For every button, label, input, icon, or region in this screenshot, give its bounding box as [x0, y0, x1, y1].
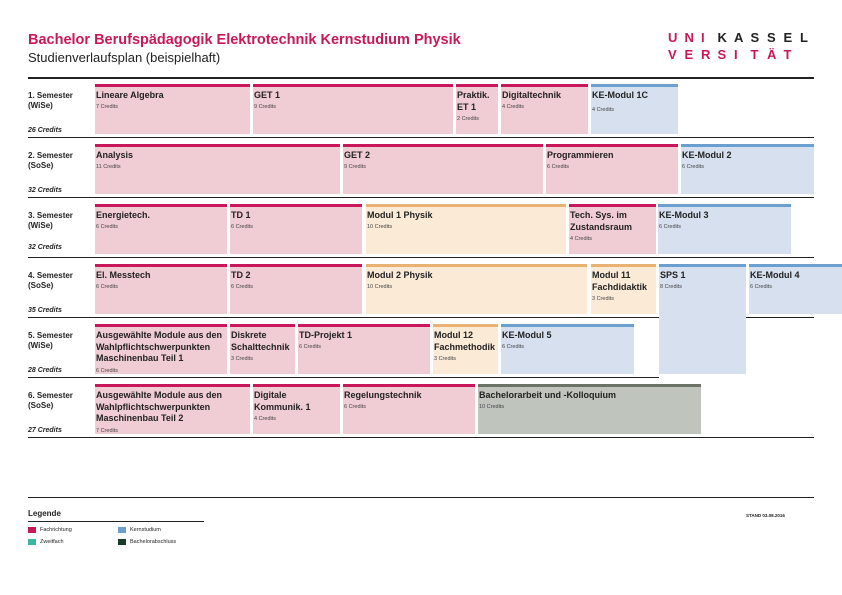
semester-divider	[28, 197, 814, 198]
semester-1-credits: 26 Credits	[28, 127, 62, 134]
module-digitale-kommunik-1[interactable]: Digitale Kommunik. 1 4 Credits	[253, 384, 340, 434]
module-energietech[interactable]: Energietech. 6 Credits	[95, 204, 227, 254]
module-modul-11-fachdidaktik[interactable]: Modul 11 Fachdidaktik 3 Credits	[591, 264, 656, 314]
module-lineare-algebra[interactable]: Lineare Algebra 7 Credits	[95, 84, 250, 134]
semester-1-label: 1. Semester (WiSe)	[28, 91, 73, 110]
semester-4-credits: 35 Credits	[28, 307, 62, 314]
page-title: Bachelor Berufspädagogik Elektrotechnik Kernstudium Physik	[28, 32, 461, 48]
legend-swatch	[118, 527, 126, 533]
module-diskrete-schalttechnik[interactable]: Diskrete Schalttechnik 3 Credits	[230, 324, 295, 374]
header-divider	[28, 77, 814, 79]
semester-5-label: 5. Semester (WiSe)	[28, 331, 73, 350]
module-bachelorarbeit-kolloquium[interactable]: Bachelorarbeit und -Kolloquium 10 Credits	[478, 384, 701, 434]
module-ke-modul-2[interactable]: KE-Modul 2 6 Credits	[681, 144, 814, 194]
page-subtitle: Studienverlaufsplan (beispielhaft)	[28, 50, 221, 65]
module-programmieren[interactable]: Programmieren 6 Credits	[546, 144, 678, 194]
module-digitaltechnik[interactable]: Digitaltechnik 4 Credits	[501, 84, 588, 134]
module-td-1[interactable]: TD 1 6 Credits	[230, 204, 362, 254]
module-ke-modul-5[interactable]: KE-Modul 5 6 Credits	[501, 324, 634, 374]
module-sps-1[interactable]: SPS 1 8 Credits	[659, 264, 746, 374]
module-analysis[interactable]: Analysis 11 Credits	[95, 144, 340, 194]
stand-date: STAND 03.08.2016	[746, 513, 785, 518]
semester-2-label: 2. Semester (SoSe)	[28, 151, 73, 170]
module-ke-modul-4[interactable]: KE-Modul 4 6 Credits	[749, 264, 842, 314]
legend-swatch	[118, 539, 126, 545]
legend-swatch	[28, 527, 36, 533]
semester-divider	[28, 437, 814, 438]
legend-title: Legende	[28, 509, 61, 518]
semester-3-credits: 32 Credits	[28, 244, 62, 251]
semester-6-label: 6. Semester (SoSe)	[28, 391, 73, 410]
module-tech-sys-zustandsraum[interactable]: Tech. Sys. im Zustandsraum 4 Credits	[569, 204, 656, 254]
module-modul-12-fachmethodik[interactable]: Modul 12 Fachmethodik 3 Credits	[433, 324, 498, 374]
module-td-projekt-1[interactable]: TD-Projekt 1 6 Credits	[298, 324, 430, 374]
module-wahlpflicht-maschinenbau-2[interactable]: Ausgewählte Module aus den Wahlpflichtschwerpunkten Maschinenbau Teil 2 7 Credits	[95, 384, 250, 434]
semester-6-credits: 27 Credits	[28, 427, 62, 434]
university-logo: U N I K A S S E L V E R S I T Ä T	[668, 30, 808, 62]
module-ke-modul-1c[interactable]: KE-Modul 1C 4 Credits	[591, 84, 678, 134]
semester-divider	[28, 257, 814, 258]
semester-2-credits: 32 Credits	[28, 187, 62, 194]
semester-3-label: 3. Semester (WiSe)	[28, 211, 73, 230]
module-praktik-et-1[interactable]: Praktik. ET 1 2 Credits	[456, 84, 498, 134]
module-regelungstechnik[interactable]: Regelungstechnik 6 Credits	[343, 384, 475, 434]
module-el-messtech[interactable]: El. Messtech 6 Credits	[95, 264, 227, 314]
semester-divider	[28, 377, 659, 378]
module-modul-2-physik[interactable]: Modul 2 Physik 10 Credits	[366, 264, 587, 314]
semester-divider	[28, 137, 814, 138]
footer-divider	[28, 497, 814, 498]
module-wahlpflicht-maschinenbau-1[interactable]: Ausgewählte Module aus den Wahlpflichtschwerpunkten Maschinenbau Teil 1 6 Credits	[95, 324, 227, 374]
module-td-2[interactable]: TD 2 6 Credits	[230, 264, 362, 314]
semester-4-label: 4. Semester (SoSe)	[28, 271, 73, 290]
legend-swatch	[28, 539, 36, 545]
module-modul-1-physik[interactable]: Modul 1 Physik 10 Credits	[366, 204, 566, 254]
legend-divider	[28, 521, 204, 522]
semester-5-credits: 28 Credits	[28, 367, 62, 374]
module-ke-modul-3[interactable]: KE-Modul 3 6 Credits	[658, 204, 791, 254]
module-get-1[interactable]: GET 1 9 Credits	[253, 84, 453, 134]
module-get-2[interactable]: GET 2 9 Credits	[343, 144, 543, 194]
